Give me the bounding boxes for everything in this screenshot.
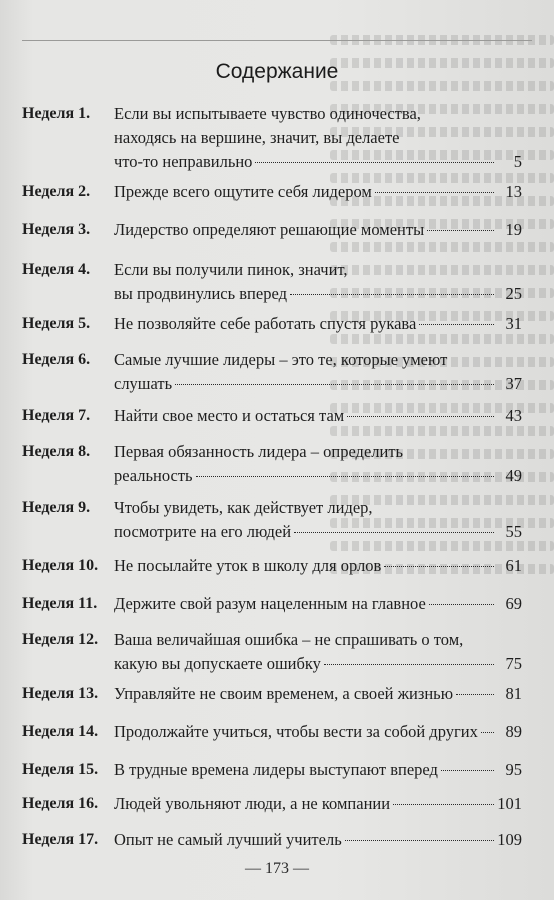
toc-week-label: Неделя 5. [22,315,91,332]
toc-title-text: В трудные времена лидеры выступают вперед [114,760,438,779]
toc-page-number: 19 [505,220,522,239]
toc-week-label: Неделя 7. [22,407,91,424]
toc-page-number: 69 [505,594,522,613]
toc-week-label: Неделя 12. [22,631,99,648]
toc-week-label: Неделя 15. [22,761,99,778]
toc-week-label: Неделя 13. [22,685,99,702]
toc-title-text: что-то неправильно [114,152,253,171]
toc-title-text: вы продвинулись вперед [114,284,287,303]
toc-title-text: Людей увольняют люди, а не компании [114,794,391,813]
toc-title-text: слушать [114,374,173,393]
toc-title-text: Не позволяйте себе работать спустя рукава [114,314,417,333]
toc-page-number: 81 [505,684,522,703]
toc-title-line: Ваша величайшая ошибка – не спрашивать о том, [114,630,464,649]
toc-title-line: Если вы испытываете чувство одиночества, [114,104,421,123]
toc-page-number: 43 [505,406,522,425]
toc-title-text: Держите свой разум нацеленным на главное [114,594,426,613]
toc-title-text: Не посылайте уток в школу для орлов [114,556,382,575]
toc-title-text: посмотрите на его людей [114,522,292,541]
toc-week-label: Неделя 16. [22,795,99,812]
toc-title-line: находясь на вершине, значит, вы делаете [114,128,400,147]
toc-week-label: Неделя 6. [22,351,91,368]
page-number-folio: — 173 — [245,860,309,877]
toc-page-number: 61 [505,556,522,575]
toc-page-number: 55 [505,522,522,541]
toc-page-number: 75 [505,654,522,673]
toc-title-text: Продолжайте учиться, чтобы вести за собой других [114,722,478,741]
toc-week-label: Неделя 17. [22,831,99,848]
toc-title-text: Опыт не самый лучший учитель [114,830,342,849]
toc-page-number: 5 [513,152,522,171]
toc-page-number: 37 [505,374,522,393]
toc-page-number: 89 [505,722,522,741]
toc-title-line: Самые лучшие лидеры – это те, которые умеют [114,350,448,369]
toc-page-number: 25 [505,284,522,303]
page-title: Содержание [215,60,339,83]
toc-page-number: 101 [497,794,522,813]
toc-week-label: Неделя 8. [22,443,91,460]
toc-page-number: 31 [505,314,522,333]
toc-title-text: реальность [114,466,193,485]
toc-week-label: Неделя 3. [22,221,91,238]
toc-title-text: Управляйте не своим временем, а своей жизнью [114,684,454,703]
toc-week-label: Неделя 1. [22,105,91,122]
toc-title-text: Прежде всего ощутите себя лидером [114,182,372,201]
toc-page-number: 49 [505,466,522,485]
toc-title-text: какую вы допускаете ошибку [114,654,321,673]
toc-week-label: Неделя 14. [22,723,99,740]
toc-week-label: Неделя 2. [22,183,91,200]
toc-title-line: Если вы получили пинок, значит, [114,260,348,279]
toc-page-number: 95 [505,760,522,779]
toc-title-line: Первая обязанность лидера – определить [114,442,404,461]
toc-page-number: 109 [497,830,522,849]
toc-page-number: 13 [505,182,522,201]
toc-title-text: Лидерство определяют решающие моменты [114,220,425,239]
toc-week-label: Неделя 10. [22,557,99,574]
toc-title-text: Найти свое место и остаться там [114,406,345,425]
toc-week-label: Неделя 11. [22,595,98,612]
toc-week-label: Неделя 9. [22,499,91,516]
toc-week-label: Неделя 4. [22,261,91,278]
toc-title-line: Чтобы увидеть, как действует лидер, [114,498,373,517]
